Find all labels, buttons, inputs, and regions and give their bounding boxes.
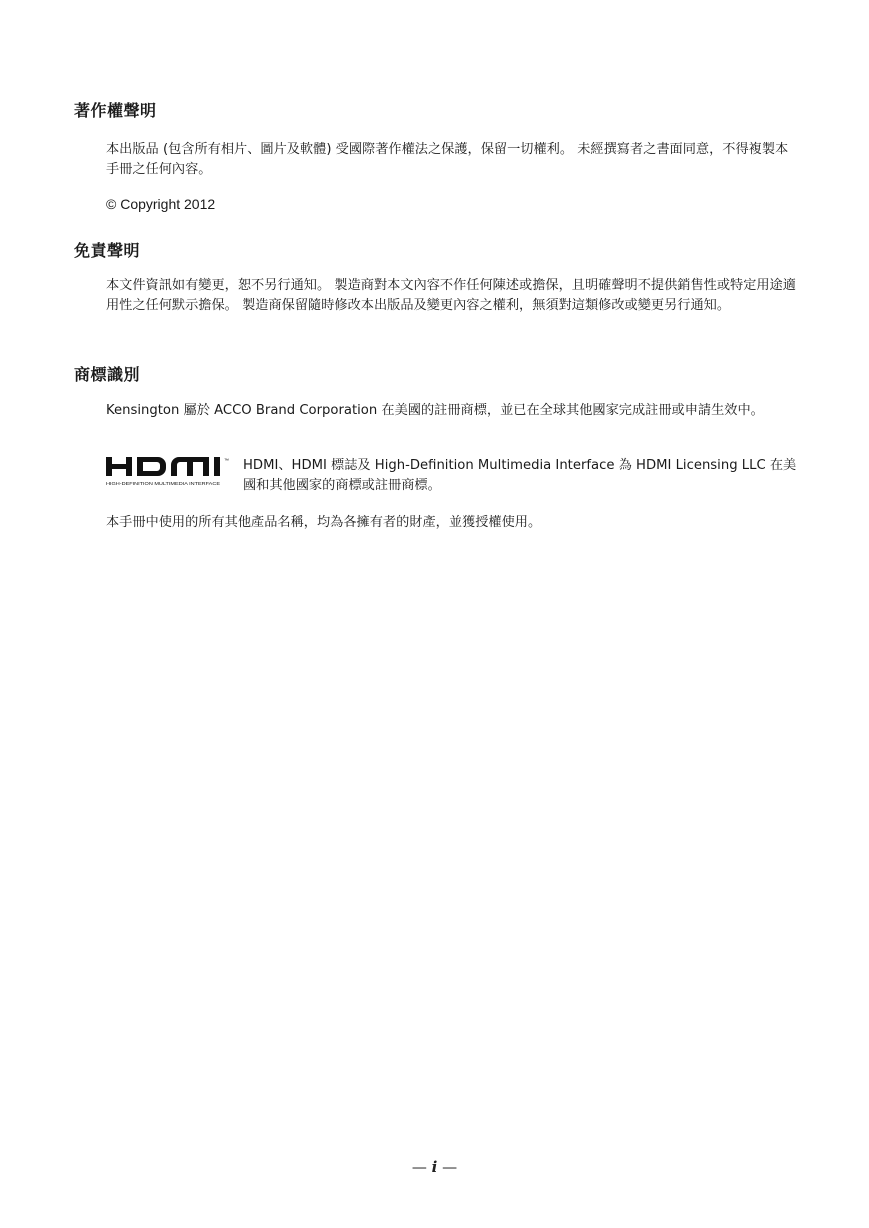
kensington-trademark-text: Kensington 屬於 ACCO Brand Corporation 在美國的註冊商標，並已在全球其他國家完成註冊或申請生效中。 (106, 403, 764, 418)
trademarks-heading: 商標識別 (74, 365, 141, 384)
page-footer (0, 1158, 869, 1176)
page-number: i (431, 1158, 438, 1176)
other-trademarks-text: 本手冊中使用的所有其他產品名稱，均為各擁有者的財產，並獲授權使用。 (106, 515, 542, 530)
disclaimer-heading: 免責聲明 (74, 241, 141, 260)
hdmi-trademark-text: HDMI、HDMI 標誌及 High-Definition Multimedia Interface 為 HDMI Licensing LLC 在美國和其他國家的商標或註冊商標。 (243, 458, 797, 493)
hdmi-tm-mark: ™ (224, 458, 229, 464)
copyright-body: 本出版品 (包含所有相片、圖片及軟體) 受國際著作權法之保護，保留一切權利。 未經撰寫者之書面同意，不得複製本手冊之任何內容。 (106, 142, 789, 177)
copyright-heading: 著作權聲明 (74, 101, 157, 120)
footer-dash-right: — (442, 1158, 458, 1176)
footer-dash-left: — (411, 1158, 427, 1176)
copyright-notice: © Copyright 2012 (106, 196, 216, 212)
hdmi-tagline: HIGH-DEFINITION MULTIMEDIA INTERFACE (106, 481, 221, 486)
disclaimer-body: 本文件資訊如有變更，恕不另行通知。 製造商對本文內容不作任何陳述或擔保，且明確聲明不提供銷售性或特定用途適用性之任何默示擔保。 製造商保留隨時修改本出版品及變更內容之權利，無須對這類修改或變更另行通知。 (106, 278, 796, 313)
hdmi-logo (106, 456, 232, 488)
